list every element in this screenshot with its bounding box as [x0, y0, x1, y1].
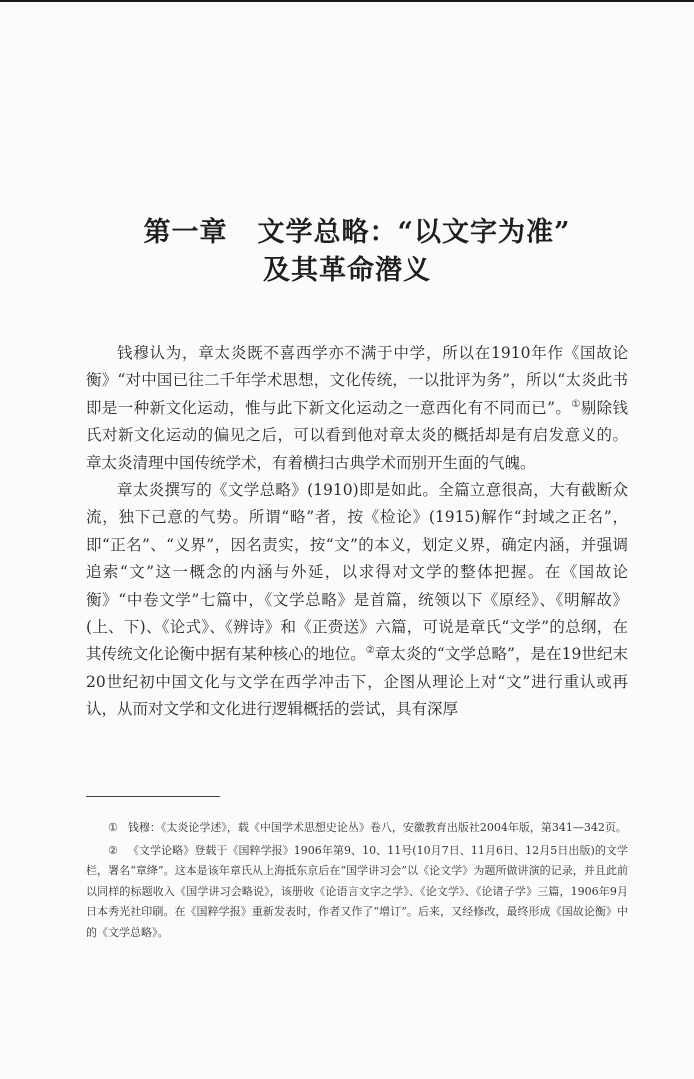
paragraph-1-text-b: 剔除钱氏对新文化运动的偏见之后，可以看到他对章太炎的概括却是有启发意义的。章太炎清理中国传统学术，有着横扫古典学术而别开生面的气魄。 — [86, 398, 628, 472]
top-rule — [0, 0, 694, 2]
footnote-1-text: 钱穆：《太炎论学述》，载《中国学术思想史论丛》卷八，安徽教育出版社2004年版，第341—342页。 — [127, 821, 627, 834]
footnote-divider — [86, 796, 220, 797]
footnotes — [86, 818, 628, 945]
paragraph-2-text-a: 章太炎撰写的《文学总略》(1910)即是如此。全篇立意很高，大有截断众流，独下己意的气势。所谓“略”者，按《检论》(1915)解作“封域之正名”，即“正名”、“义界”，因名责实，按“文”的本义，划定义界，确定内涵，并强调追索“文”这一概念的内涵与外延，以求得对文学的整体把握。在《国故论衡》“中卷文学”七篇中，《文学总略》是首篇，统领以下《原经》、《明解故》(上、下)、《论式》、《辨诗》和《正赍送》六篇，可说是章氏“文学”的总纲，在其传统文化论衡中据有某种核心的地位。 — [86, 481, 628, 664]
footnote-ref-2[interactable]: ② — [365, 645, 375, 657]
footnote-2-mark: ② — [108, 843, 118, 857]
chapter-title-main: 文学总略：“以文字为准” — [257, 217, 571, 249]
footnote-1 — [86, 818, 628, 839]
paragraph-2-text-b: 章太炎的“文学总略”，是在19世纪末20世纪初中国文化与文学在西学冲击下，企图从理论上对“文”进行重认或再认，从而对文学和文化进行逻辑概括的尝试，具有深厚 — [86, 645, 628, 719]
chapter-title — [0, 214, 694, 290]
footnote-2-text: 《文学论略》登载于《国粹学报》1906年第9、10、11号(10月7日、11月6日、12月5日出版)的文学栏，署名“章绛”。这本是该年章氏从上海抵东京后在“国学讲习会”以《论文学》为题所做讲演的记录，并且此前以同样的标题收入《国学讲习会略说》，该册收《论语言文字之学》、《论文学》、《论诸子学》三篇，1906年9月日本秀光社印刷。在《国粹学报》重新发表时，作者又作了“增订”。后来，又经修改，最终形成《国故论衡》中的《文学总略》。 — [86, 843, 628, 939]
footnote-1-mark: ① — [108, 821, 118, 834]
body-text — [86, 340, 628, 724]
chapter-title-line-2: 及其革命潜义 — [263, 255, 431, 287]
chapter-number: 第一章 — [143, 217, 228, 249]
footnote-2 — [86, 841, 628, 944]
paragraph-2 — [86, 477, 628, 724]
paragraph-1-text-a: 钱穆认为，章太炎既不喜西学亦不满于中学，所以在1910年作《国故论衡》“对中国已往二千年学术思想，文化传统，一以批评为务”，所以“太炎此书即是一种新文化运动，惟与此下新文化运动之一意西化有不同而已”。 — [86, 344, 628, 417]
footnote-ref-1[interactable]: ① — [571, 398, 581, 410]
paragraph-1 — [86, 340, 628, 477]
chapter-title-line-1 — [20, 214, 694, 252]
